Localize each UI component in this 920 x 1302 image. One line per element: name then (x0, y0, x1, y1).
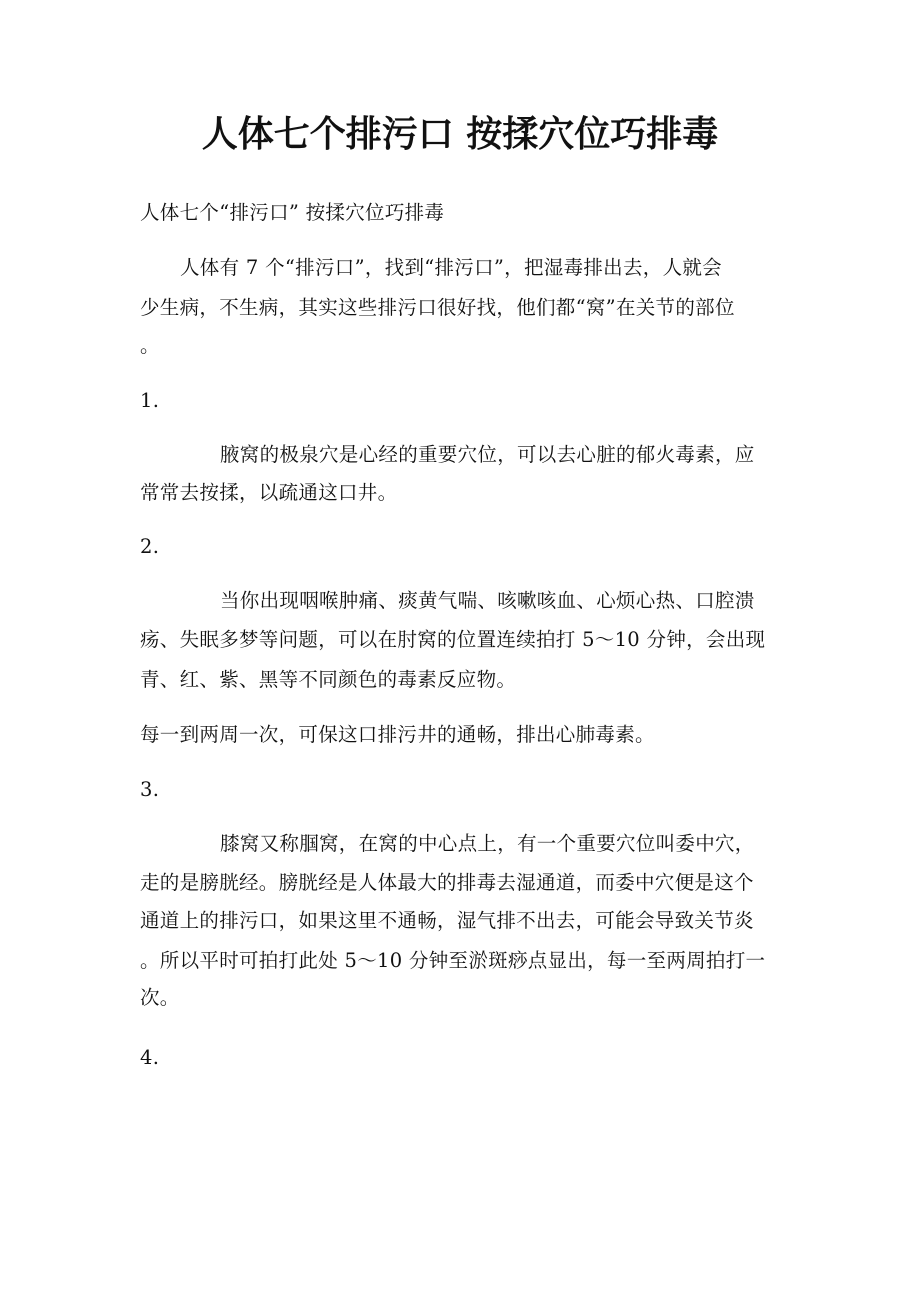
intro-line: 。 (140, 334, 160, 357)
document-title: 人体七个排污口 按揉穴位巧排毒 (201, 114, 719, 155)
item-line: 膝窝又称腘窝，在窝的中心点上，有一个重要穴位叫委中穴， (220, 832, 755, 855)
item-extra: 每一到两周一次，可保这口排污井的通畅，排出心肺毒素。 (140, 723, 655, 746)
item-number: 3. (140, 778, 160, 801)
subtitle: 人体七个“排污口” 按揉穴位巧排毒 (140, 201, 445, 224)
intro-line: 人体有 7 个“排污口”，找到“排污口”，把湿毒排出去，人就会 (180, 256, 722, 279)
intro-line: 少生病，不生病，其实这些排污口很好找，他们都“窝”在关节的部位 (140, 296, 735, 319)
item-number: 1. (140, 389, 160, 412)
item-line: 腋窝的极泉穴是心经的重要穴位，可以去心脏的郁火毒素，应 (220, 443, 755, 466)
item-line: 走的是膀胱经。膀胱经是人体最大的排毒去湿通道，而委中穴便是这个 (140, 871, 754, 894)
item-line: 疡、失眠多梦等问题，可以在肘窝的位置连续拍打 5～10 分钟，会出现 (140, 628, 766, 651)
item-line: 次。 (140, 986, 180, 1009)
item-line: 青、红、紫、黑等不同颜色的毒素反应物。 (140, 668, 517, 691)
item-line: 常常去按揉，以疏通这口井。 (140, 481, 398, 504)
item-line: 。所以平时可拍打此处 5～10 分钟至淤斑痧点显出，每一至两周拍打一 (140, 949, 766, 972)
item-line: 通道上的排污口，如果这里不通畅，湿气排不出去，可能会导致关节炎 (140, 909, 754, 932)
item-line: 当你出现咽喉肿痛、痰黄气喘、咳嗽咳血、心烦心热、口腔溃 (220, 589, 755, 612)
item-number: 4. (140, 1046, 160, 1069)
item-number: 2. (140, 535, 160, 558)
